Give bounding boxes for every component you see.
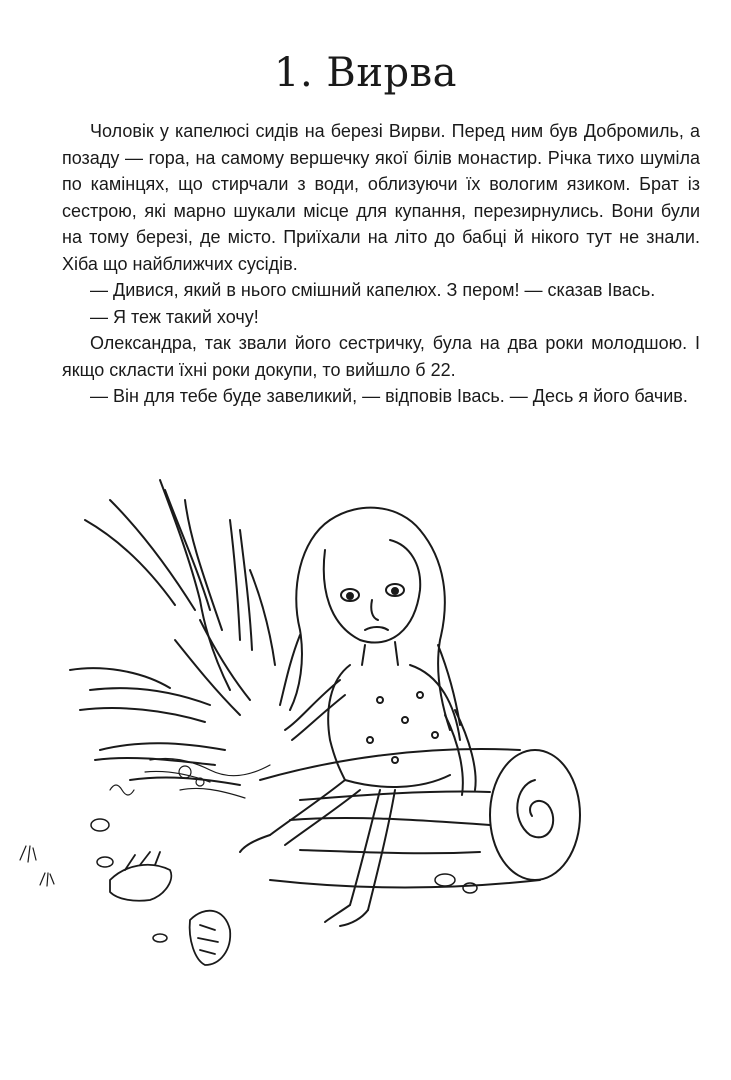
log: [260, 749, 580, 887]
paragraph: Олександра, так звали його сестричку, була на два роки молодшою. І якщо скласти їхні роки докупи, то вийшло б 22.: [62, 333, 700, 380]
driftwood-branches: [70, 480, 275, 785]
chapter-title: 1. Вирва: [274, 50, 457, 96]
grass-tufts: [20, 846, 54, 886]
girl-figure: [240, 508, 476, 926]
paragraph: Чоловік у капелюсі сидів на березі Вирви. Перед ним був Добромиль, а позаду — гора, на самому вершечку якої білів монастир. Річка тихо шуміла по камінцях, що стирчали з води, облизуючи їх вологим язиком. Брат із сестрою, які марно шукали місце для купання, перезирнулись. Вони були на тому березі, де місто. Приїхали на літо до бабці й нікого тут не знали. Хіба що найближчих сусідів.: [62, 121, 700, 274]
sneakers: [110, 852, 230, 965]
paragraph: — Я теж такий хочу!: [90, 306, 259, 327]
girl-on-log-illustration: [0, 460, 731, 1020]
paragraph: — Дивися, який в нього смішний капелюх. З пером! — сказав Івась.: [90, 280, 656, 300]
chapter-text: [62, 118, 700, 410]
paragraph: — Він для тебе буде завеликий, — відповів Івась. — Десь я його бачив.: [90, 386, 688, 406]
